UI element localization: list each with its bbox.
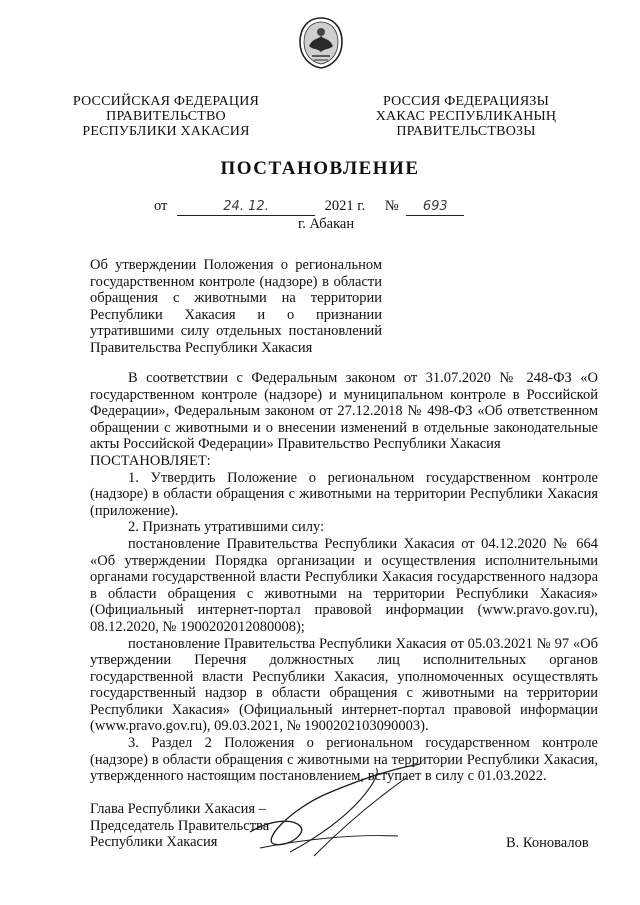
signer-name: В. Коновалов: [506, 835, 589, 851]
decree-word: ПОСТАНОВЛЯЕТ:: [90, 452, 211, 469]
number-value: 693: [406, 199, 464, 216]
header-left-line: РЕСПУБЛИКИ ХАКАСИЯ: [82, 124, 250, 139]
subject-line: Об утверждении Положения о региональном: [90, 257, 382, 273]
date-value: 24. 12.: [177, 199, 315, 216]
subject-line: Правительства Республики Хакасия: [90, 339, 313, 356]
year-label: 2021 г.: [324, 198, 366, 214]
coat-of-arms-icon: [296, 16, 346, 70]
signer-position-line: Республики Хакасия: [90, 834, 218, 851]
header-right: [346, 94, 586, 139]
signer-position-line: Председатель Правительства: [90, 817, 270, 834]
header-left-line: РОССИЙСКАЯ ФЕДЕРАЦИЯ: [72, 94, 260, 109]
header-right-line: РОССИЯ ФЕДЕРАЦИЯЗЫ: [382, 94, 550, 109]
document-title: ПОСТАНОВЛЕНИЕ: [220, 158, 420, 179]
document-body: [90, 370, 598, 785]
subject-line: государственном контроле (надзоре) в области: [90, 273, 382, 290]
preamble-paragraph: В соответствии с Федеральным законом от 31.07.2020 № 248-ФЗ «О государственном контроле (надзоре) и муниципальном контроле в Российской Федерации», Федеральным законом от 27.12.2018 № 498-ФЗ «Об ответственном обращении с животными и о внесении изменений в отдельные законодательные акты Российской Федерации» Правительство Республики Хакасия: [90, 370, 598, 453]
subject-line: утратившими силу отдельных постановлений: [90, 323, 382, 340]
city: г. Абакан: [298, 216, 355, 232]
item-2-b: постановление Правительства Республики Хакасия от 05.03.2021 № 97 «Об утверждении Перечня должностных лиц исполнительных органов государственной власти Республики Хакасия, уполномоченных осуществлять государственный надзор в области обращения с животными на территории Республики Хакасия» (Официальный интернет-портал правовой информации (www.pravo.gov.ru), 09.03.2021, № 1900202103090003).: [90, 635, 598, 735]
header-right-line: ПРАВИТЕЛЬСТВОЗЫ: [396, 124, 536, 139]
item-2: 2. Признать утратившими силу:: [128, 519, 325, 536]
header-left-line: ПРАВИТЕЛЬСТВО: [106, 109, 226, 124]
item-2-a: постановление Правительства Республики Хакасия от 04.12.2020 № 664 «Об утверждении Порядка организации и осуществления исполнительными органами государственной власти Республики Хакасия государственного надзора в области обращения с животными на территории Республики Хакасия» (Официальный интернет-портал правовой информации (www.pravo.gov.ru), 08.12.2020, № 1900202012080008);: [90, 535, 598, 635]
document-subject: [90, 257, 382, 357]
from-label: от: [154, 198, 168, 214]
date-line: [154, 198, 464, 216]
item-1: 1. Утвердить Положение о региональном государственном контроле (надзоре) в области обращения с животными на территории Республики Хакасия (приложение).: [90, 469, 598, 519]
header-right-line: ХАКАС РЕСПУБЛИКАНЫҢ: [375, 109, 557, 124]
number-label: №: [384, 198, 399, 214]
header-left: [46, 94, 286, 139]
item-3: 3. Раздел 2 Положения о региональном государственном контроле (надзоре) в области обращения с животными на территории Республики Хакасия, утвержденного настоящим постановлением, вступает в силу с 01.03.2022.: [90, 735, 598, 785]
handwritten-signature: [230, 760, 440, 870]
subject-line: обращения с животными на территории: [90, 290, 382, 307]
signer-position-line: Глава Республики Хакасия –: [90, 801, 266, 817]
subject-line: Республики Хакасия и о признании: [90, 306, 382, 323]
